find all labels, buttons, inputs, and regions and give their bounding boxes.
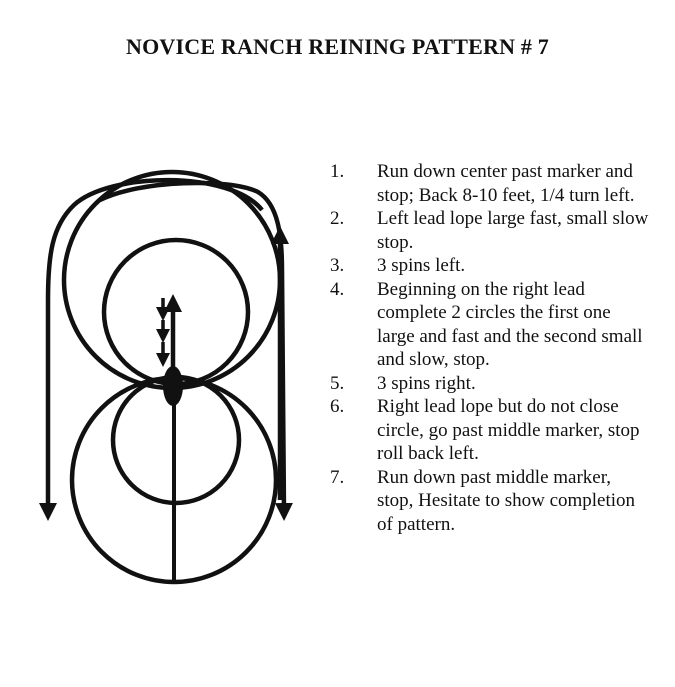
step-item bbox=[330, 207, 650, 254]
step-text: Run down past middle marker, stop, Hesitate to show completion of pattern. bbox=[377, 466, 636, 535]
step-number: 2. bbox=[330, 208, 345, 229]
center-marker bbox=[163, 366, 183, 406]
step-item bbox=[330, 254, 650, 278]
step-item bbox=[330, 395, 650, 466]
pattern-steps-list bbox=[330, 160, 650, 536]
step-item bbox=[330, 466, 650, 537]
step-text: Right lead lope but do not close circle, go past middle marker, stop roll back left. bbox=[377, 396, 640, 464]
step-number: 3. bbox=[330, 255, 345, 276]
page-title: NOVICE RANCH REINING PATTERN # 7 bbox=[125, 34, 549, 59]
step-text: Beginning on the right lead complete 2 circles the first one large and fast and the second small and slow, stop. bbox=[377, 278, 643, 370]
step-number: 5. bbox=[330, 372, 345, 394]
step-text: 3 spins right. bbox=[377, 372, 476, 394]
step-text: Run down center past marker and stop; Back 8-10 feet, 1/4 turn left. bbox=[377, 161, 635, 206]
step-text: Left lead lope large fast, small slow stop. bbox=[377, 208, 649, 253]
step-number: 1. bbox=[330, 161, 345, 182]
step-number: 4. bbox=[330, 278, 345, 300]
step-item bbox=[330, 278, 650, 372]
left-outer-path-arrow bbox=[48, 180, 262, 512]
step-number: 7. bbox=[330, 466, 345, 488]
step-item bbox=[330, 160, 650, 207]
upper-small-circle bbox=[104, 240, 248, 384]
step-text: 3 spins left. bbox=[377, 255, 466, 276]
step-number: 6. bbox=[330, 396, 345, 417]
step-item bbox=[330, 372, 650, 396]
